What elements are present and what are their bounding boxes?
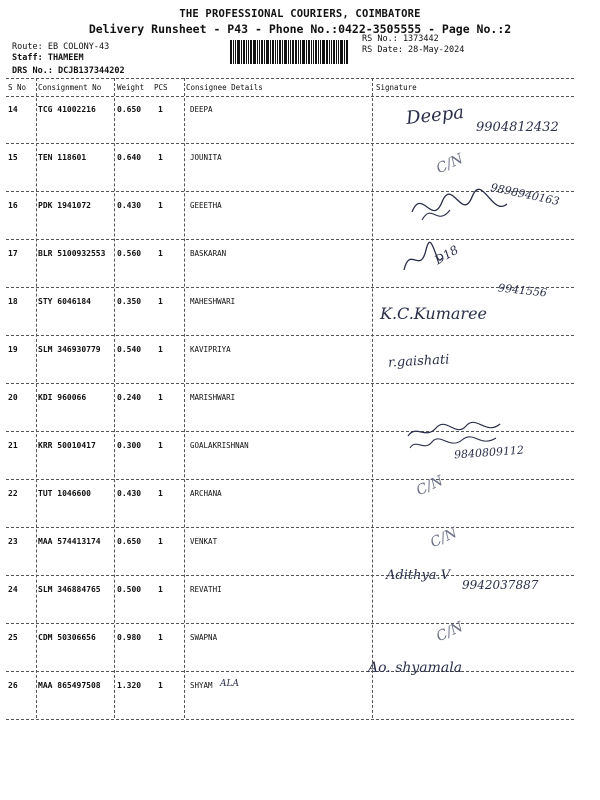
cell-consignee: ARCHANA bbox=[190, 489, 222, 498]
cell-consignment: MAA 574413174 bbox=[38, 537, 101, 546]
cell-consignee: SWAPNA bbox=[190, 633, 218, 642]
cell-pcs: 1 bbox=[158, 105, 163, 114]
table-row bbox=[6, 240, 574, 293]
cell-weight: 0.430 bbox=[117, 201, 142, 210]
phone-note: 9898940163 bbox=[489, 180, 561, 209]
barcode-bar bbox=[306, 40, 307, 64]
cell-pcs: 1 bbox=[158, 633, 163, 642]
cell-pcs: 1 bbox=[158, 153, 163, 162]
cin-mark: C/N bbox=[413, 472, 446, 500]
barcode-bar bbox=[298, 40, 299, 64]
phone-note: 9840809112 bbox=[453, 443, 525, 462]
barcode-bar bbox=[331, 40, 332, 64]
table-row bbox=[6, 672, 574, 725]
barcode-bar bbox=[243, 40, 245, 64]
cell-consignment: PDK 1941072 bbox=[38, 201, 91, 210]
cell-sno: 15 bbox=[8, 153, 18, 162]
cell-consignment: TEN 118601 bbox=[38, 153, 87, 162]
table-row bbox=[6, 336, 574, 389]
barcode-bar bbox=[270, 40, 271, 64]
col-header-sno: S No bbox=[8, 83, 27, 92]
rs-number: RS No.: 1373442 bbox=[362, 34, 439, 44]
cell-pcs: 1 bbox=[158, 681, 163, 690]
col-header-consignment: Consignment No bbox=[38, 83, 102, 92]
staff-label: Staff: THAMEEM bbox=[12, 53, 84, 63]
row-divider bbox=[6, 719, 574, 720]
barcode-bar bbox=[284, 40, 287, 64]
barcode bbox=[230, 40, 352, 64]
company-title: THE PROFESSIONAL COURIERS, COIMBATORE bbox=[179, 8, 421, 20]
table-row bbox=[6, 288, 574, 341]
signature-kc-kumaree: K.C.Kumaree bbox=[380, 304, 487, 323]
barcode-bar bbox=[320, 40, 321, 64]
cell-sno: 24 bbox=[8, 585, 18, 594]
cell-consignment: KRR 50010417 bbox=[38, 441, 96, 450]
cell-pcs: 1 bbox=[158, 441, 163, 450]
cell-sno: 23 bbox=[8, 537, 18, 546]
barcode-bar bbox=[264, 40, 265, 64]
cell-sno: 26 bbox=[8, 681, 18, 690]
barcode-bar bbox=[308, 40, 310, 64]
barcode-bar bbox=[318, 40, 319, 64]
cell-consignment: TUT 1046600 bbox=[38, 489, 91, 498]
cin-mark: C/N bbox=[433, 618, 466, 646]
drs-number: DRS No.: DCJB137344202 bbox=[12, 66, 125, 76]
barcode-bar bbox=[277, 40, 278, 64]
cell-sno: 19 bbox=[8, 345, 18, 354]
barcode-bar bbox=[315, 40, 317, 64]
cell-sno: 21 bbox=[8, 441, 18, 450]
cell-consignment: CDM 50306656 bbox=[38, 633, 96, 642]
runsheet-subtitle: Delivery Runsheet - P43 - Phone No.:0422-3505555 - Page No.:2 bbox=[88, 22, 512, 36]
signature-initials: D18 bbox=[432, 242, 461, 268]
cell-weight: 0.540 bbox=[117, 345, 142, 354]
barcode-bar bbox=[250, 40, 252, 64]
barcode-bar bbox=[336, 40, 337, 64]
cell-weight: 0.350 bbox=[117, 297, 142, 306]
barcode-bar bbox=[313, 40, 314, 64]
barcode-bar bbox=[326, 40, 328, 64]
barcode-bar bbox=[235, 40, 236, 64]
cell-pcs: 1 bbox=[158, 297, 163, 306]
cell-consignee: DEEPA bbox=[190, 105, 213, 114]
cell-sno: 16 bbox=[8, 201, 18, 210]
barcode-bar bbox=[275, 40, 276, 64]
cell-weight: 0.500 bbox=[117, 585, 142, 594]
cell-pcs: 1 bbox=[158, 393, 163, 402]
table-row bbox=[6, 624, 574, 677]
signature-shyamala: Ao. shyamala bbox=[368, 660, 463, 676]
cell-consignment: SLM 346884765 bbox=[38, 585, 101, 594]
phone-note: 9941556 bbox=[497, 281, 548, 300]
col-header-consignee: Consignee Details bbox=[186, 83, 263, 92]
barcode-bar bbox=[340, 40, 343, 64]
barcode-bar bbox=[288, 40, 289, 64]
cell-consignee: GOALAKRISHNAN bbox=[190, 441, 249, 450]
route-label: Route: EB COLONY-43 bbox=[12, 42, 110, 52]
barcode-bar bbox=[266, 40, 269, 64]
cell-weight: 0.640 bbox=[117, 153, 142, 162]
barcode-bar bbox=[346, 40, 348, 64]
cell-consignee: VENKAT bbox=[190, 537, 218, 546]
barcode-bar bbox=[292, 40, 294, 64]
signature-adithya: Adithya.V bbox=[386, 568, 451, 583]
cell-pcs: 1 bbox=[158, 537, 163, 546]
cell-sno: 20 bbox=[8, 393, 18, 402]
barcode-bar bbox=[241, 40, 242, 64]
col-header-pcs: PCS bbox=[154, 83, 168, 92]
barcode-bar bbox=[257, 40, 258, 64]
col-header-weight: Weight bbox=[117, 83, 145, 92]
handwritten-name-suffix: ALA bbox=[220, 679, 239, 689]
cell-consignment: BLR 5100932553 bbox=[38, 249, 106, 258]
cell-consignee: MAHESHWARI bbox=[190, 297, 236, 306]
cell-pcs: 1 bbox=[158, 489, 163, 498]
cell-consignee: MARISHWARI bbox=[190, 393, 236, 402]
table-row bbox=[6, 480, 574, 533]
cell-consignee: GEEETHA bbox=[190, 201, 222, 210]
col-header-signature: Signature bbox=[376, 83, 417, 92]
barcode-bar bbox=[279, 40, 281, 64]
cin-mark: C/N bbox=[433, 150, 466, 178]
cell-consignment: SLM 346930779 bbox=[38, 345, 101, 354]
cell-sno: 25 bbox=[8, 633, 18, 642]
cell-sno: 14 bbox=[8, 105, 18, 114]
barcode-bar bbox=[233, 40, 234, 64]
cell-pcs: 1 bbox=[158, 345, 163, 354]
barcode-bar bbox=[259, 40, 260, 64]
cell-consignment: STY 6046184 bbox=[38, 297, 91, 306]
barcode-bar bbox=[230, 40, 232, 64]
barcode-bar bbox=[300, 40, 301, 64]
cell-sno: 18 bbox=[8, 297, 18, 306]
signature-scribble: r.gaishati bbox=[387, 352, 450, 371]
runsheet-table bbox=[6, 78, 594, 718]
barcode-bar bbox=[246, 40, 247, 64]
phone-note: 9904812432 bbox=[476, 120, 559, 135]
cell-weight: 0.240 bbox=[117, 393, 142, 402]
cell-weight: 0.980 bbox=[117, 633, 142, 642]
signature-deepa: Deepa bbox=[405, 102, 465, 129]
cell-pcs: 1 bbox=[158, 201, 163, 210]
barcode-bar bbox=[290, 40, 291, 64]
cell-weight: 0.650 bbox=[117, 105, 142, 114]
cin-mark: C/N bbox=[427, 524, 460, 552]
barcode-bar bbox=[253, 40, 256, 64]
barcode-bar bbox=[311, 40, 312, 64]
barcode-bar bbox=[295, 40, 297, 64]
cell-consignee: REVATHI bbox=[190, 585, 222, 594]
barcode-bar bbox=[302, 40, 305, 64]
cell-weight: 0.560 bbox=[117, 249, 142, 258]
barcode-bar bbox=[237, 40, 240, 64]
barcode-bar bbox=[261, 40, 263, 64]
cell-weight: 0.300 bbox=[117, 441, 142, 450]
header-top-rule bbox=[6, 78, 574, 79]
cell-weight: 0.650 bbox=[117, 537, 142, 546]
barcode-bar bbox=[344, 40, 345, 64]
phone-note: 9942037887 bbox=[462, 578, 539, 592]
cell-consignment: KDI 960066 bbox=[38, 393, 87, 402]
cell-consignee: SHYAM bbox=[190, 681, 213, 690]
cell-consignment: TCG 41002216 bbox=[38, 105, 96, 114]
cell-consignee: JOUNITA bbox=[190, 153, 222, 162]
rs-date: RS Date: 28-May-2024 bbox=[362, 45, 465, 55]
cell-consignee: KAVIPRIYA bbox=[190, 345, 231, 354]
barcode-bar bbox=[248, 40, 249, 64]
cell-sno: 17 bbox=[8, 249, 18, 258]
cell-pcs: 1 bbox=[158, 585, 163, 594]
cell-consignment: MAA 865497508 bbox=[38, 681, 101, 690]
barcode-bar bbox=[272, 40, 274, 64]
table-row bbox=[6, 528, 574, 581]
barcode-bar bbox=[333, 40, 335, 64]
barcode-bar bbox=[329, 40, 330, 64]
barcode-bar bbox=[282, 40, 283, 64]
cell-weight: 1.320 bbox=[117, 681, 142, 690]
cell-sno: 22 bbox=[8, 489, 18, 498]
cell-consignee: BASKARAN bbox=[190, 249, 227, 258]
barcode-bar bbox=[322, 40, 325, 64]
cell-weight: 0.430 bbox=[117, 489, 142, 498]
barcode-bar bbox=[338, 40, 339, 64]
cell-pcs: 1 bbox=[158, 249, 163, 258]
